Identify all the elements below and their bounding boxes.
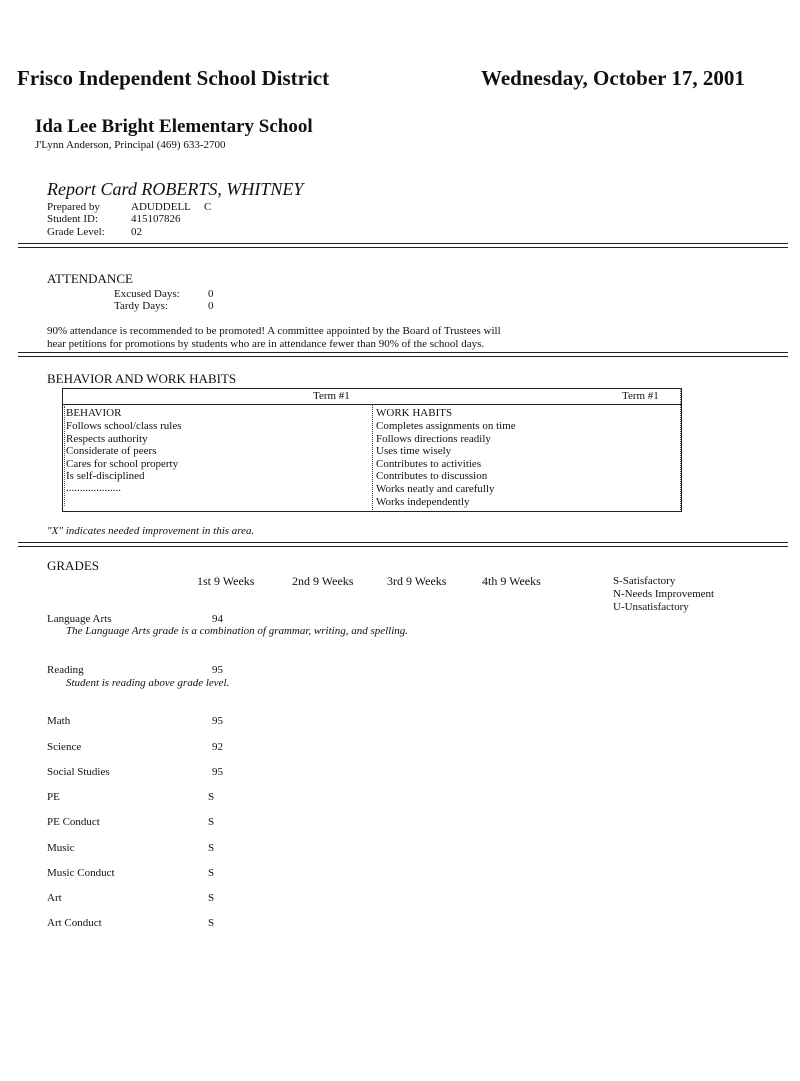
subject-grade: 95 — [212, 664, 223, 676]
subject-grade: 95 — [212, 766, 223, 778]
prepared-by-label: Prepared by — [47, 201, 100, 213]
behavior-note: "X" indicates needed improvement in this area. — [47, 525, 255, 537]
prepared-by-value: ADUDDELL — [131, 201, 191, 213]
subject-name: Reading — [47, 664, 84, 676]
prepared-by-initial: C — [204, 201, 212, 213]
subject-grade: S — [208, 791, 215, 803]
report-title: Report Card ROBERTS, WHITNEY — [47, 179, 304, 199]
subject-name: PE Conduct — [47, 816, 100, 828]
grades-column-header: 1st 9 Weeks — [197, 574, 255, 588]
attendance-note-line1: 90% attendance is recommended to be promoted! A committee appointed by the Board of Trustees will — [47, 325, 501, 337]
grades-column-header: 2nd 9 Weeks — [292, 574, 354, 588]
grades-heading: GRADES — [47, 558, 100, 573]
excused-days-value: 0 — [208, 288, 214, 300]
attendance-note-line2: hear petitions for promotions by students who are in attendance fewer than 90% of the school days. — [47, 338, 485, 350]
student-id-label: Student ID: — [47, 213, 99, 225]
term-right-header: Term #1 — [622, 390, 659, 402]
subject-name: Science — [47, 741, 82, 753]
student-id-value: 415107826 — [131, 213, 181, 225]
work-habit-item: Works independently — [376, 496, 470, 508]
subject-comment: The Language Arts grade is a combination of grammar, writing, and spelling. — [66, 625, 409, 637]
tardy-days-label: Tardy Days: — [114, 300, 168, 312]
tardy-days-value: 0 — [208, 300, 214, 312]
grade-legend-item: U-Unsatisfactory — [613, 601, 689, 613]
work-habits-column-title: WORK HABITS — [376, 407, 453, 419]
subject-grade: 92 — [212, 741, 223, 753]
behavior-column-title: BEHAVIOR — [66, 407, 122, 419]
subject-name: Math — [47, 715, 71, 727]
subject-grade: S — [208, 917, 215, 929]
section-divider — [18, 243, 788, 248]
report-date: Wednesday, October 17, 2001 — [481, 66, 745, 90]
subject-name: Language Arts — [47, 613, 112, 625]
subject-grade: S — [208, 892, 215, 904]
behavior-table-dotted-rule — [680, 388, 681, 510]
grade-level-label: Grade Level: — [47, 226, 105, 238]
subject-name: Music — [47, 842, 75, 854]
subject-grade: S — [208, 842, 215, 854]
grades-column-header: 4th 9 Weeks — [482, 574, 541, 588]
behavior-item: .................... — [66, 482, 121, 494]
behavior-heading: BEHAVIOR AND WORK HABITS — [47, 371, 237, 386]
school-name: Ida Lee Bright Elementary School — [35, 116, 313, 137]
subject-name: PE — [47, 791, 60, 803]
attendance-heading: ATTENDANCE — [47, 271, 133, 286]
subject-name: Art — [47, 892, 62, 904]
section-divider — [18, 542, 788, 547]
work-habit-item: Completes assignments on time — [376, 420, 516, 432]
behavior-item: Follows school/class rules — [66, 420, 182, 432]
principal-line: J'Lynn Anderson, Principal (469) 633-2700 — [35, 139, 226, 151]
subject-name: Social Studies — [47, 766, 110, 778]
behavior-table-divider — [372, 404, 373, 510]
subject-grade: S — [208, 816, 215, 828]
subject-grade: S — [208, 867, 215, 879]
grades-column-header: 3rd 9 Weeks — [387, 574, 447, 588]
grade-legend-item: S-Satisfactory — [613, 575, 676, 587]
behavior-item: Respects authority — [66, 433, 148, 445]
term-left-header: Term #1 — [313, 390, 350, 402]
work-habit-item: Follows directions readily — [376, 433, 491, 445]
subject-grade: 95 — [212, 715, 223, 727]
work-habit-item: Uses time wisely — [376, 445, 452, 457]
district-name: Frisco Independent School District — [17, 66, 330, 90]
behavior-item: Considerate of peers — [66, 445, 157, 457]
behavior-table-dotted-rule — [64, 406, 65, 506]
behavior-item: Cares for school property — [66, 458, 179, 470]
work-habit-item: Works neatly and carefully — [376, 483, 495, 495]
work-habit-item: Contributes to discussion — [376, 470, 488, 482]
subject-name: Music Conduct — [47, 867, 115, 879]
behavior-item: Is self-disciplined — [66, 470, 145, 482]
subject-grade: 94 — [212, 613, 223, 625]
subject-name: Art Conduct — [47, 917, 102, 929]
work-habit-item: Contributes to activities — [376, 458, 482, 470]
grade-legend-item: N-Needs Improvement — [613, 588, 715, 600]
subject-comment: Student is reading above grade level. — [66, 677, 230, 689]
section-divider — [18, 352, 788, 357]
excused-days-label: Excused Days: — [114, 288, 180, 300]
grade-level-value: 02 — [131, 226, 142, 238]
